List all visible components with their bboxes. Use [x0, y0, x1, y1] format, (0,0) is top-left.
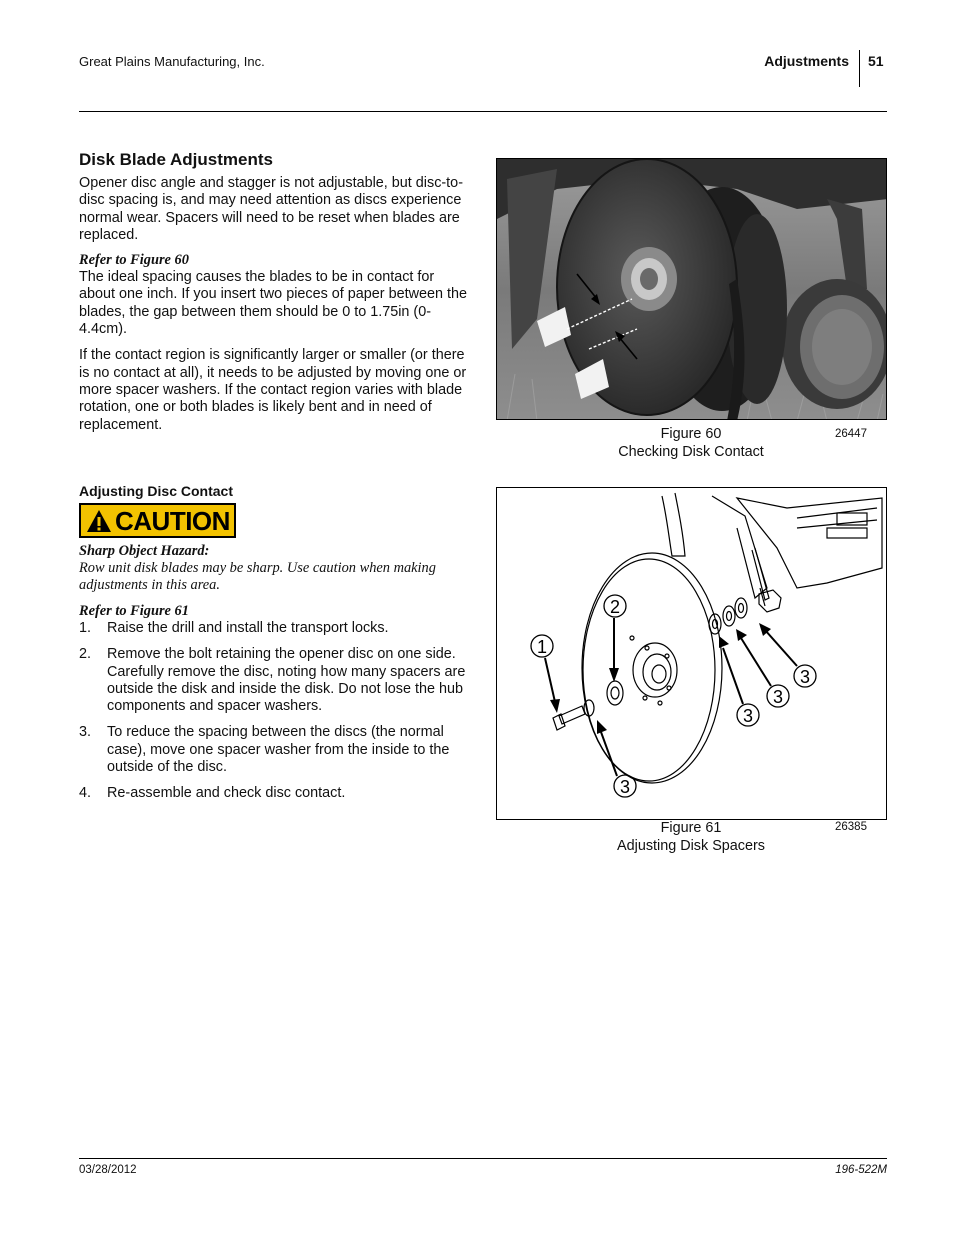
footer-rule: [79, 1158, 887, 1159]
callout-3a: 3: [799, 667, 811, 687]
callout-3d: 3: [619, 777, 631, 797]
callout-2: 2: [609, 597, 621, 617]
figure-61-reference: Refer to Figure 61: [79, 603, 189, 619]
list-item: 1. Raise the drill and install the transport locks.: [79, 620, 389, 636]
figure-60-reference: Refer to Figure 60: [79, 252, 189, 269]
header-divider: [859, 50, 860, 87]
list-item: 3. To reduce the spacing between the discs (the normal case), move one spacer washer from the inside to the outside of the disc.: [79, 724, 450, 776]
callout-3b: 3: [772, 687, 784, 707]
figure-61-label: Figure 61: [660, 820, 722, 836]
figure-61-caption: [591, 820, 791, 855]
figure-61-title: Adjusting Disk Spacers: [617, 837, 765, 854]
hazard-title: Sharp Object Hazard:: [79, 543, 210, 559]
adjusting-title-block: [79, 482, 471, 500]
ideal-spacing-paragraph: The ideal spacing causes the blades to be in contact for about one inch. If you insert two pieces of paper between the blades, the gap between them should be 0 to 1.75in (0-4.4cm).: [79, 269, 467, 338]
contact-region-paragraph: If the contact region is significantly larger or smaller (or there is no contact at all), it needs to be adjusted by moving one or more spacer washers. If the contact region varies with blade rotation, one or both blades is likely bent and in need of replacement.: [79, 347, 467, 433]
figure-60-caption: [591, 426, 791, 461]
figure-60-title: Checking Disk Contact: [618, 443, 764, 460]
footer-doc-number: 196-522M: [835, 1164, 887, 1176]
section-name: Adjustments: [764, 53, 849, 69]
subsection-title: Adjusting Disc Contact: [79, 483, 234, 499]
callout-3c: 3: [742, 706, 754, 726]
figure-60-label: Figure 60: [660, 426, 722, 442]
warning-icon: [86, 509, 112, 533]
header-rule: [79, 111, 887, 112]
section-title: Disk Blade Adjustments: [79, 150, 273, 169]
disk-blade-section: [79, 150, 471, 434]
list-item: 4. Re-assemble and check disc contact.: [79, 785, 346, 802]
figure-60-id: 26447: [835, 428, 867, 440]
intro-paragraph: Opener disc angle and stagger is not adjustable, but disc-to-disc spacing is, and may need attention as discs experience normal wear. Spacers will need to be reset when blades are replaced.: [79, 175, 463, 243]
caution-badge: [79, 503, 236, 538]
callout-1: 1: [536, 637, 548, 657]
disk-spacer-diagram: [497, 488, 887, 820]
disk-photo-illustration: [497, 159, 887, 420]
page-number: 51: [868, 53, 884, 69]
caution-label: CAUTION: [115, 505, 230, 536]
figure-60-photo: [496, 158, 887, 420]
list-item: 2. Remove the bolt retaining the opener disc on one side. Carefully remove the disc, noting how many spacers are outside the disk and inside the disk. Do not lose the hub components and spacer washers.: [79, 646, 466, 715]
adjusting-body: [79, 543, 471, 812]
hazard-text: Row unit disk blades may be sharp. Use caution when making adjustments in this area.: [79, 560, 436, 593]
company-name: Great Plains Manufacturing, Inc.: [79, 54, 265, 69]
footer-date: 03/28/2012: [79, 1164, 137, 1176]
figure-61-id: 26385: [835, 821, 867, 833]
figure-61-drawing: [496, 487, 887, 820]
steps-list: [79, 620, 471, 803]
